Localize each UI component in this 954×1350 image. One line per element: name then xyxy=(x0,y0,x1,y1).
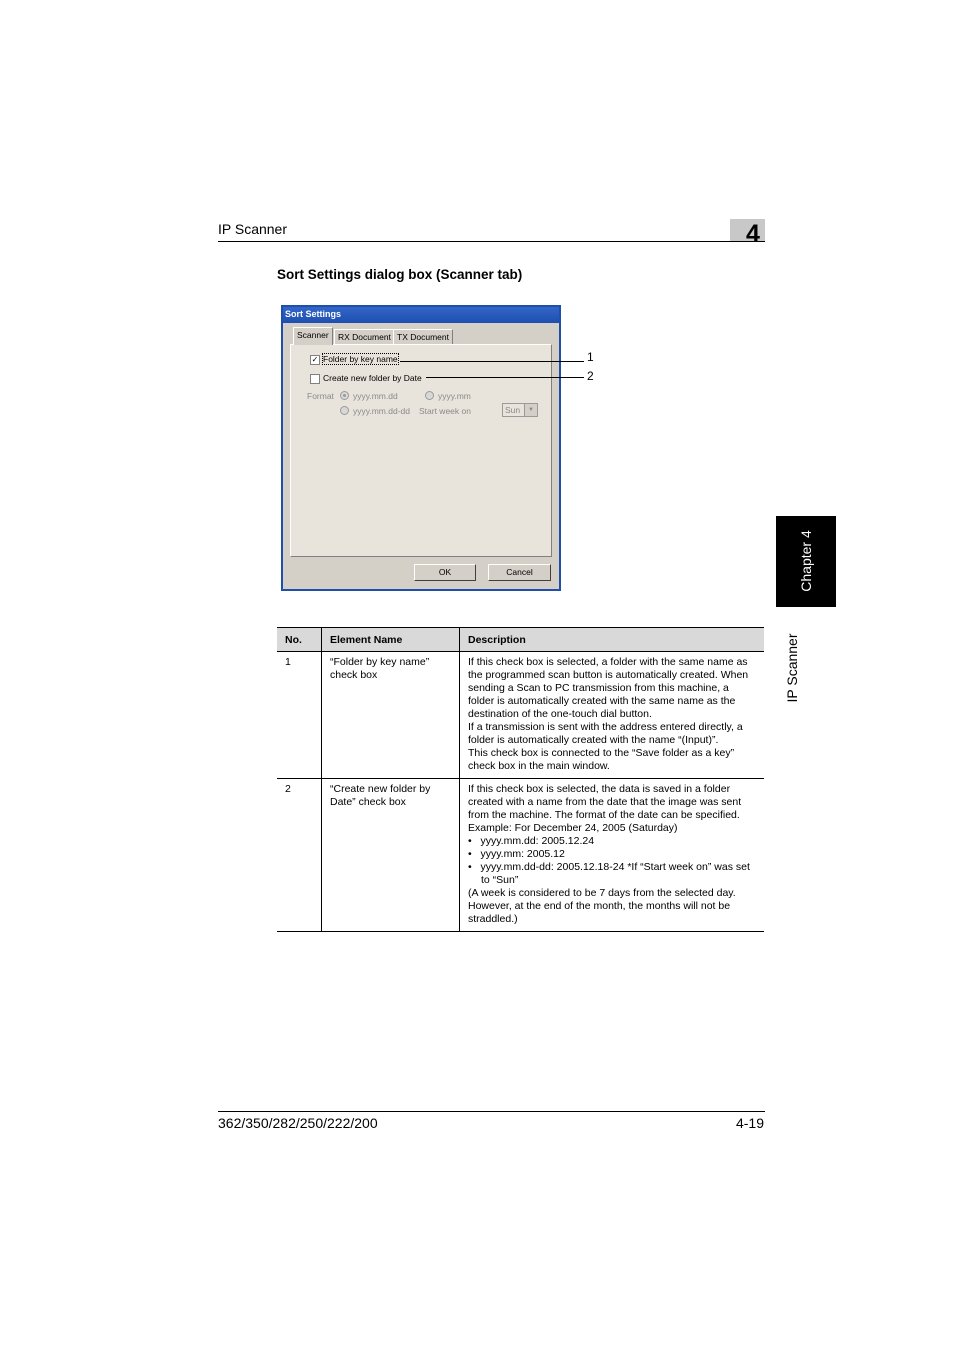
header-rule xyxy=(218,241,765,242)
start-week-label: Start week on xyxy=(419,406,471,416)
callout-number-2: 2 xyxy=(587,369,594,383)
description-text: This check box is connected to the “Save folder as a key” check box in the main window. xyxy=(468,747,735,772)
chevron-down-icon: ▼ xyxy=(524,404,537,416)
callout-line-1 xyxy=(400,361,584,362)
radio-yyyy-mm-dd-label: yyyy.mm.dd xyxy=(353,391,398,401)
bullet-text: yyyy.mm: 2005.12 xyxy=(480,848,565,860)
bullet-item: • yyyy.mm: 2005.12 xyxy=(468,848,565,860)
dialog-titlebar xyxy=(283,307,559,323)
running-header: IP Scanner xyxy=(218,221,288,237)
row-element-name: “Folder by key name” check box xyxy=(322,652,460,779)
row-description xyxy=(460,652,765,779)
sort-settings-dialog xyxy=(281,305,561,591)
section-title: Sort Settings dialog box (Scanner tab) xyxy=(277,267,523,282)
description-text: Example: For December 24, 2005 (Saturday) xyxy=(468,822,678,834)
callout-number-1: 1 xyxy=(587,350,594,364)
chapter-number: 4 xyxy=(746,220,760,248)
start-week-select[interactable] xyxy=(502,403,538,417)
folder-by-key-name-label: Folder by key name xyxy=(323,354,398,364)
format-label: Format xyxy=(307,391,334,401)
tab-scanner[interactable]: Scanner xyxy=(293,327,333,345)
dialog-title: Sort Settings xyxy=(285,309,342,319)
start-week-value: Sun xyxy=(505,405,521,415)
row-element-name: “Create new folder by Date” check box xyxy=(322,779,460,932)
row-description xyxy=(460,779,765,932)
ok-button[interactable]: OK xyxy=(414,564,476,581)
footer-page-number: 4-19 xyxy=(735,1115,764,1131)
header-no: No. xyxy=(277,628,322,652)
footer-rule xyxy=(218,1111,765,1112)
header-description: Description xyxy=(460,628,765,652)
bullet-item: • yyyy.mm.dd: 2005.12.24 xyxy=(468,835,595,847)
row-number: 1 xyxy=(277,652,322,779)
bullet-text: yyyy.mm.dd: 2005.12.24 xyxy=(480,835,595,847)
description-note: (A week is considered to be 7 days from the selected day. However, at the end of the month, the months will not be straddled.) xyxy=(468,887,736,925)
create-folder-by-date-checkbox[interactable] xyxy=(310,374,320,384)
radio-yyyy-mm-dd-dd[interactable] xyxy=(340,406,349,415)
row-number: 2 xyxy=(277,779,322,932)
radio-yyyy-mm-dd[interactable] xyxy=(340,391,349,400)
bullet-text: yyyy.mm.dd-dd: 2005.12.18-24 *If “Start week on” was set to “Sun” xyxy=(480,861,750,886)
folder-by-key-name-checkbox[interactable]: ✓ xyxy=(311,355,319,364)
callout-line-2 xyxy=(426,377,584,378)
table-row xyxy=(277,652,764,779)
side-tab-chapter-label: Chapter 4 xyxy=(798,530,814,592)
element-description-table xyxy=(277,627,764,932)
radio-yyyy-mm-dd-dd-label: yyyy.mm.dd-dd xyxy=(353,406,410,416)
description-text: If this check box is selected, the data is saved in a folder created with a name from the date that the image was sent from the machine. The format of the date can be specified. xyxy=(468,783,742,821)
radio-yyyy-mm[interactable] xyxy=(425,391,434,400)
side-tab-section-label: IP Scanner xyxy=(784,633,800,703)
cancel-button[interactable]: Cancel xyxy=(488,564,551,581)
tab-rx-document[interactable]: RX Document xyxy=(334,329,395,344)
description-text: If a transmission is sent with the address entered directly, a folder is automatically created with the name “(Input)”. xyxy=(468,721,743,746)
table-row xyxy=(277,779,764,932)
bullet-item: • yyyy.mm.dd-dd: 2005.12.18-24 *If “Start week on” was set to “Sun” xyxy=(468,861,750,886)
table-header-row xyxy=(277,628,764,652)
description-text: If this check box is selected, a folder with the same name as the programmed scan button is automatically created. When sending a Scan to PC transmission from this machine, a folder is automatically created with the same name as the destination of the one-touch dial button. xyxy=(468,656,749,720)
footer-model-numbers: 362/350/282/250/222/200 xyxy=(218,1115,378,1131)
tab-tx-document[interactable]: TX Document xyxy=(393,329,453,344)
create-folder-by-date-label: Create new folder by Date xyxy=(323,373,422,383)
radio-yyyy-mm-label: yyyy.mm xyxy=(438,391,471,401)
header-element-name: Element Name xyxy=(322,628,460,652)
